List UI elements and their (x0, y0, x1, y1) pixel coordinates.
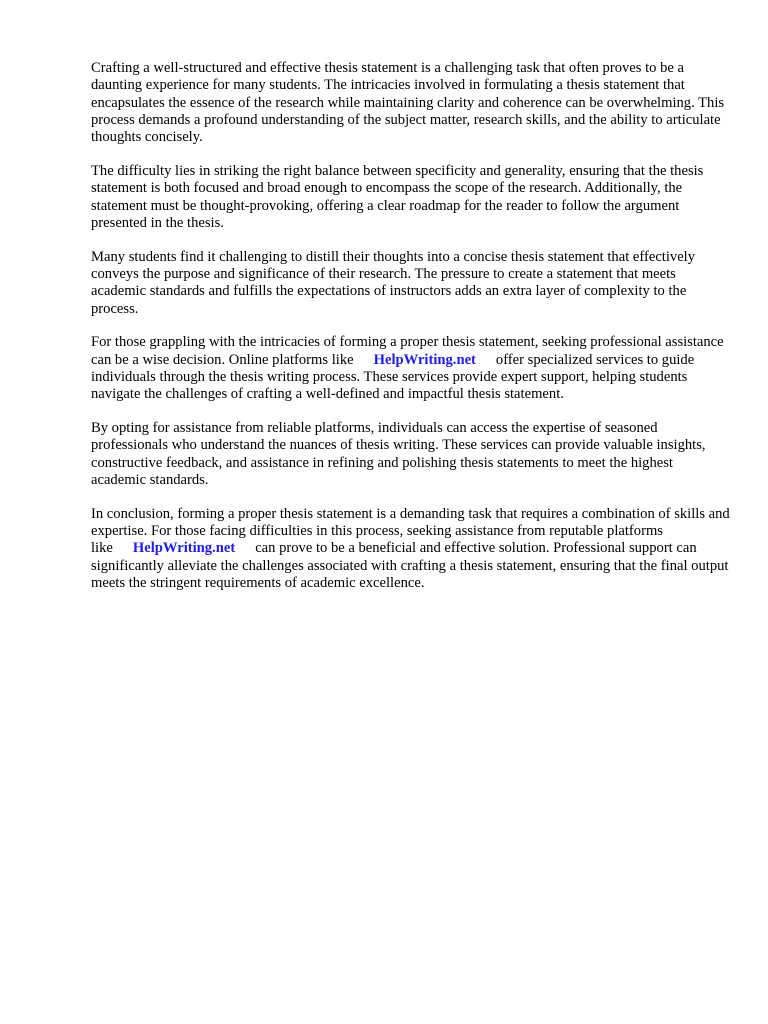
paragraph-4-text-after: offer specialized services to guide individuals through the thesis writing process. These services provide expert support, helping students navigate the challenges of crafting a well-defined and impactful thesis statement. (91, 351, 695, 403)
paragraph-1: Crafting a well-structured and effective thesis statement is a challenging task that often proves to be a daunting experience for many students. The intricacies involved in formulating a thesis statement that encapsulates the essence of the research while maintaining clarity and coherence can be overwhelming. This process demands a profound understanding of the subject matter, research skills, and the ability to articulate thoughts concisely. (91, 60, 725, 146)
paragraph-5: By opting for assistance from reliable platforms, individuals can access the expertise of seasoned professionals who understand the nuances of thesis writing. These services can provide valuable insights, constructive feedback, and assistance in refining and polishing thesis statements to meet the highest academic standards. (91, 420, 706, 488)
paragraph-2: The difficulty lies in striking the right balance between specificity and generality, ensuring that the thesis statement is both focused and broad enough to encompass the scope of the research. Additionally, the statement must be thought-provoking, offering a clear roadmap for the reader to follow the argument presented in the thesis. (91, 162, 704, 231)
helpwriting-link[interactable]: HelpWriting.net (132, 540, 236, 557)
paragraph-4 (91, 334, 731, 403)
paragraph-6 (91, 506, 731, 592)
paragraph-4-text-before: For those grappling with the intricacies of forming a proper thesis statement, seeking professional assistance can be a wise decision. Online platforms like (91, 334, 724, 368)
paragraph-6-text-before: In conclusion, forming a proper thesis statement is a demanding task that requires a combination of skills and expertise. For those facing difficulties in this process, seeking assistance from reputable platforms like (91, 505, 730, 557)
paragraph-3: Many students find it challenging to distill their thoughts into a concise thesis statement that effectively conveys the purpose and significance of their research. The pressure to create a statement that meets academic standards and fulfills the expectations of instructors adds an extra layer of complexity to the process. (91, 248, 696, 317)
document-body (91, 60, 731, 609)
helpwriting-link[interactable]: HelpWriting.net (373, 351, 476, 368)
paragraph-6-text-after: can prove to be a beneficial and effective solution. Professional support can significantly alleviate the challenges associated with crafting a thesis statement, ensuring that the final output meets the stringent requirements of academic excellence. (91, 540, 729, 591)
